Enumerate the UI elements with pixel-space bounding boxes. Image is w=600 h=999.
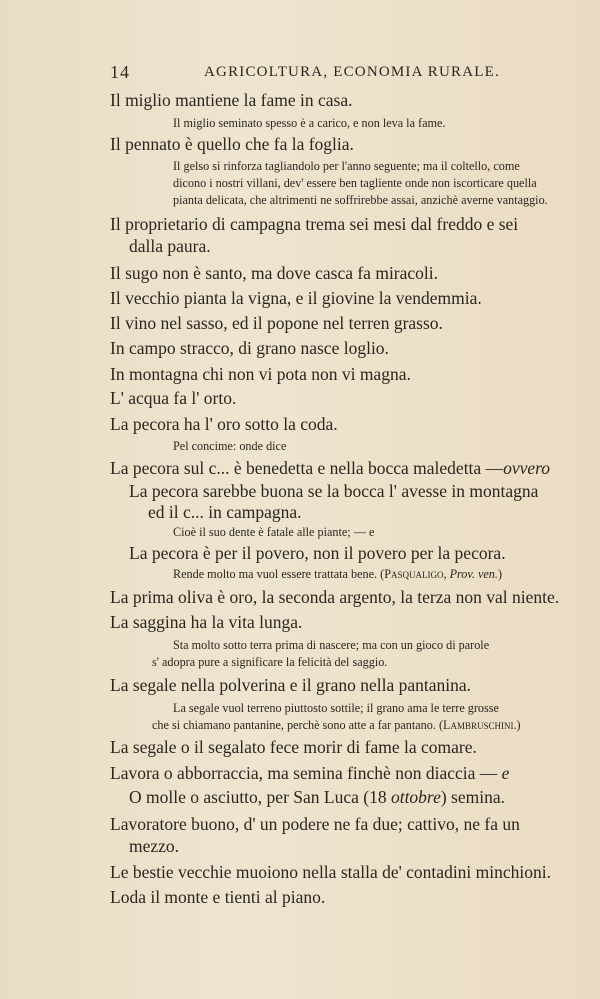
note-line: Cioè il suo dente è fatale alle piante; — e <box>173 525 375 539</box>
proverb-line: L' acqua fa l' orto. <box>110 388 237 408</box>
proverb-line: Le bestie vecchie muoiono nella stalla de' contadini minchioni. <box>110 862 552 882</box>
note-text: ) <box>497 567 503 581</box>
note-text: che si chiamano pantanine, perchè sono atte a far pantano. ( <box>152 718 444 732</box>
proverb-line: In campo stracco, di grano nasce loglio. <box>110 338 389 358</box>
running-title: AGRICOLTURA, ECONOMIA RURALE. <box>204 64 500 80</box>
proverb-line <box>129 787 505 808</box>
proverb-line: Il pennato è quello che fa la foglia. <box>110 134 354 154</box>
note-line: pianta delicata, che altrimenti ne soffrirebbe assai, anzichè averne vantaggio. <box>173 193 548 207</box>
proverb-line: La pecora è per il povero, non il povero per la pecora. <box>129 543 506 563</box>
author-name: Lambruschini <box>443 718 514 732</box>
proverb-text: La pecora sul c... è benedetta e nella bocca maledetta — <box>110 458 504 478</box>
author-name: Pasqualigo <box>384 567 444 581</box>
proverb-line: Il vecchio pianta la vigna, e il giovine la vendemmia. <box>110 288 482 308</box>
source-title: Prov. ven. <box>449 567 498 581</box>
proverb-line: Il miglio mantiene la fame in casa. <box>110 90 353 110</box>
proverb-line: In montagna chi non vi pota non vi magna. <box>110 364 411 384</box>
note-text: , <box>443 567 450 581</box>
proverb-text: ) semina. <box>440 787 506 807</box>
note-line: dicono i nostri villani, dev' essere ben tagliente onde non iscorticare quella <box>173 176 537 190</box>
note-line: Il gelso si rinforza tagliandolo per l'anno seguente; ma il coltello, come <box>173 159 520 173</box>
note-text: Rende molto ma vuol essere trattata bene. ( <box>173 567 385 581</box>
note-line <box>152 717 521 734</box>
proverb-line: Lavoratore buono, d' un podere ne fa due; cattivo, ne fa un <box>110 814 520 834</box>
proverb-line <box>110 458 550 479</box>
note-line: Pel concime: onde dice <box>173 439 287 453</box>
proverb-line: ed il c... in campagna. <box>148 502 302 522</box>
note-line: Il miglio seminato spesso è a carico, e non leva la fame. <box>173 116 446 130</box>
proverb-line: La prima oliva è oro, la seconda argento, la terza non val niente. <box>110 587 560 607</box>
proverb-line: La segale o il segalato fece morir di fame la comare. <box>110 737 477 757</box>
note-line: Sta molto sotto terra prima di nascere; ma con un gioco di parole <box>173 638 490 652</box>
proverb-text: Lavora o abborraccia, ma semina finchè non diaccia — <box>110 763 502 783</box>
proverb-line: La pecora ha l' oro sotto la coda. <box>110 414 338 434</box>
proverb-line: Il proprietario di campagna trema sei mesi dal freddo e sei <box>110 214 519 234</box>
proverb-line: Loda il monte e tienti al piano. <box>110 887 326 907</box>
proverb-line: Il vino nel sasso, ed il popone nel terren grasso. <box>110 313 443 333</box>
note-text: .) <box>513 718 521 732</box>
conjunction-word: e <box>501 763 510 783</box>
proverb-text: O molle o asciutto, per San Luca (18 <box>129 787 391 807</box>
proverb-line: La segale nella polverina e il grano nella pantanina. <box>110 675 472 695</box>
proverb-line: La saggina ha la vita lunga. <box>110 612 303 632</box>
month-word: ottobre <box>390 787 441 807</box>
proverb-line <box>110 763 509 784</box>
proverb-line: mezzo. <box>129 836 180 856</box>
ovvero-word: ovvero <box>503 458 551 478</box>
proverb-line: dalla paura. <box>129 236 211 256</box>
proverb-line: Il sugo non è santo, ma dove casca fa miracoli. <box>110 263 439 283</box>
note-line: La segale vuol terreno piuttosto sottile; il grano ama le terre grosse <box>173 701 499 715</box>
proverb-line: La pecora sarebbe buona se la bocca l' avesse in montagna <box>129 481 539 501</box>
note-line: s' adopra pure a significare la felicità del saggio. <box>152 655 388 669</box>
page-number: 14 <box>110 62 130 82</box>
note-line <box>173 566 502 583</box>
